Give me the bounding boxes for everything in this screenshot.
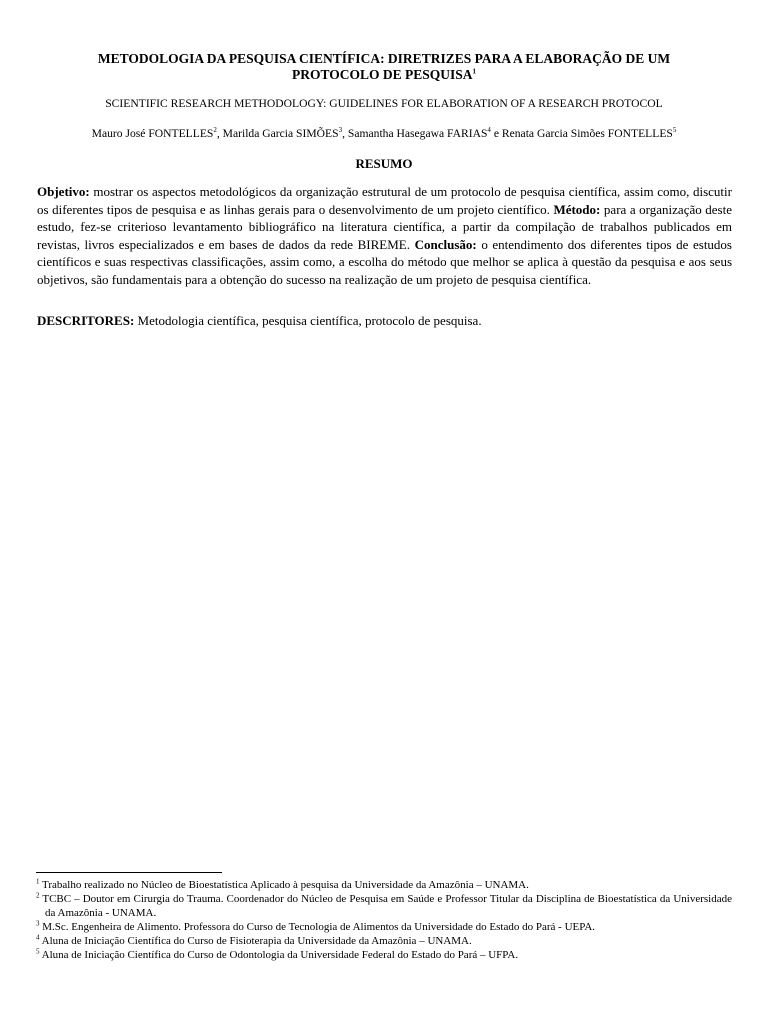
keywords-paragraph: [37, 312, 732, 329]
author-name: Samantha Hasegawa FARIAS: [347, 127, 488, 140]
footnote-text: M.Sc. Engenheira de Alimento. Professora do Curso de Tecnologia de Alimentos da Universidade do Estado do Pará - UEPA.: [39, 921, 596, 933]
footnote-item: [36, 892, 732, 920]
author-separator: ,: [342, 127, 348, 140]
paper-title-line-1: METODOLOGIA DA PESQUISA CIENTÍFICA: DIRETRIZES PARA A ELABORAÇÃO DE UM: [97, 51, 671, 66]
footnote-item: [36, 878, 732, 892]
author-name: Renata Garcia Simões FONTELLES: [501, 127, 673, 140]
objetivo-label: Objetivo:: [37, 184, 90, 199]
footnote-text: Aluna de Iniciação Científica do Curso de Odontologia da Universidade Federal do Estado do Pará – UFPA.: [39, 949, 519, 961]
objetivo-text: mostrar os aspectos metodológicos da organização estrutural de um protocolo de pesquisa científica, assim como, discutir os diferentes tipos de pesquisa e as linhas gerais para o desenvolvimento de um projeto científico.: [37, 184, 732, 217]
footnote-number: 1: [36, 877, 40, 886]
english-title: SCIENTIFIC RESEARCH METHODOLOGY: GUIDELINES FOR ELABORATION OF A RESEARCH PROTOCOL: [105, 97, 663, 110]
metodo-label: Método:: [553, 201, 601, 217]
conclusao-text: o entendimento dos diferentes tipos de estudos científicos e suas respectivas classificações, assim como, a escolha do método que melhor se aplica à questão da pesquisa e aos seus objetivos, são fundamentais para a obtenção do sucesso na realização de um projeto de pesquisa científica.: [37, 236, 732, 287]
keywords-label: DESCRITORES:: [37, 313, 135, 328]
author-footnote-ref: 4: [487, 126, 491, 135]
author-footnote-ref: 3: [338, 126, 343, 135]
paper-title-line-2-text: PROTOCOLO DE PESQUISA: [291, 67, 473, 82]
author-list: [36, 126, 732, 141]
footnote-number: 2: [36, 891, 40, 900]
footnote-number: 4: [36, 933, 40, 942]
author-footnote-ref: 5: [672, 126, 677, 135]
footnote-text: Aluna de Iniciação Científica do Curso de Fisioterapia da Universidade da Amazônia – UNAMA.: [39, 935, 472, 947]
author-footnote-ref: 2: [213, 126, 217, 135]
footnote-text: TCBC – Doutor em Cirurgia do Trauma. Coordenador do Núcleo de Pesquisa em Saúde e Professor Titular da Disciplina de Bioestatística da Universidade da Amazônia - UNAMA.: [39, 893, 732, 919]
paper-title-line-2: [60, 67, 708, 83]
footnote-number: 5: [36, 947, 40, 956]
footnote-item: [36, 948, 732, 962]
author-name: Mauro José FONTELLES: [91, 127, 214, 140]
author-separator: ,: [216, 127, 223, 140]
footnote-text: Trabalho realizado no Núcleo de Bioestatística Aplicado à pesquisa da Universidade da Amazônia – UNAMA.: [39, 879, 529, 891]
conclusao-label: Conclusão:: [414, 236, 477, 252]
paper-title: [60, 51, 708, 83]
abstract-heading: RESUMO: [355, 156, 413, 171]
author-name: Marilda Garcia SIMÕES: [222, 127, 339, 140]
keywords-text: Metodologia científica, pesquisa científica, protocolo de pesquisa.: [134, 313, 482, 328]
footnote-number: 3: [36, 919, 40, 928]
footnote-item: [36, 920, 732, 934]
footnote-item: [36, 934, 732, 948]
title-footnote-ref: 1: [472, 67, 477, 76]
footnotes: [36, 878, 732, 962]
metodo-text: para a organização deste estudo, fez-se criterioso levantamento bibliográfico na literatura científica, a partir da compilação de trabalhos publicados em revistas, livros especializados e em bases de dados da rede BIREME.: [37, 201, 732, 252]
author-separator: e: [490, 127, 502, 140]
footnote-separator: [36, 872, 222, 873]
abstract-paragraph: [37, 183, 732, 289]
